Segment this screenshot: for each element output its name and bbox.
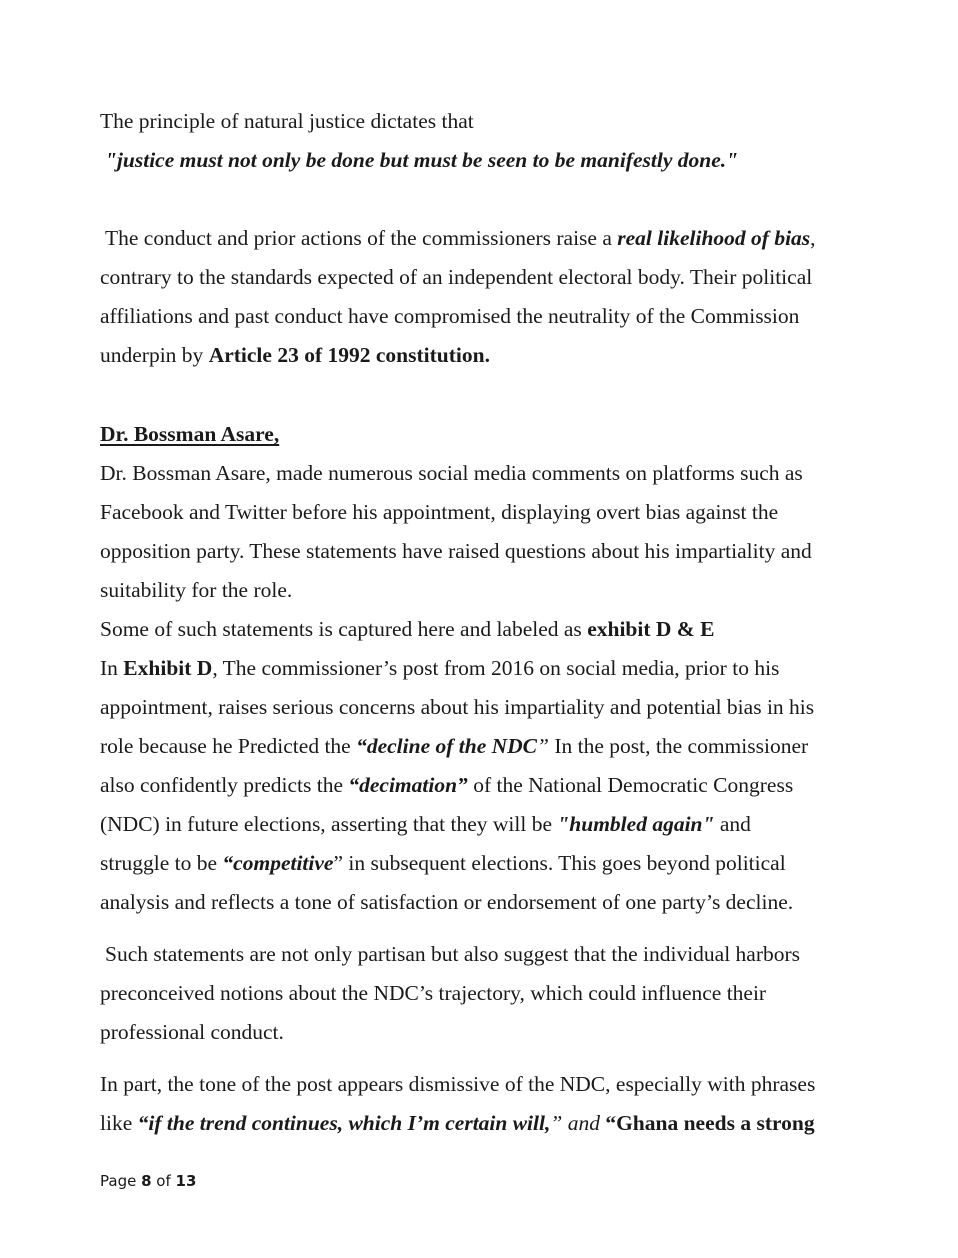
exhibit-d-label: Exhibit D <box>123 656 213 680</box>
conduct-text-c: , <box>810 226 816 250</box>
exhibit-d-text-c: , The commissioner’s post from 2016 on social media, prior to his <box>212 656 780 680</box>
exhibit-d-text-l2: appointment, raises serious concerns about his impartiality and potential bias in his <box>100 695 815 719</box>
exhibit-d-line-1 <box>100 658 779 680</box>
conduct-para-line-2 <box>100 267 812 289</box>
tone-line-1 <box>100 1074 815 1096</box>
decline-quote-close: ” <box>537 734 549 758</box>
section-heading <box>100 424 279 446</box>
decimation-quote: “decimation” <box>348 773 468 797</box>
exhibit-d-line-6 <box>100 853 786 875</box>
section-heading-text: Dr. Bossman Asare, <box>100 422 280 446</box>
conduct-para-line-1 <box>105 228 816 250</box>
exhibit-d-line-7 <box>100 892 793 914</box>
decline-quote: “decline of the NDC <box>356 734 538 758</box>
conduct-text-l4a: underpin by <box>100 343 209 367</box>
exhibit-d-text-l5a: (NDC) in future elections, asserting that they will be <box>100 812 558 836</box>
exhibit-d-text-l3d: In the post, the commissioner <box>549 734 809 758</box>
exhibit-d-text-l6a: struggle to be <box>100 851 223 875</box>
bio-para-line-4 <box>100 580 292 602</box>
page-label: Page <box>100 1172 142 1190</box>
total-pages: 13 <box>175 1172 197 1190</box>
bio-para-line-2 <box>100 502 778 524</box>
exhibit-d-text-a: In <box>100 656 124 680</box>
exhibit-d-text-l4a: also confidently predicts the <box>100 773 349 797</box>
partisan-line-2 <box>100 983 766 1005</box>
exhibit-d-text-l6c: ” in subsequent elections. This goes beyond political <box>333 851 786 875</box>
exhibit-d-line-2 <box>100 697 814 719</box>
conduct-para-line-4 <box>100 345 490 367</box>
exhibit-d-line-4 <box>100 775 793 797</box>
bio-para-line-3 <box>100 541 812 563</box>
humbled-quote: "humbled again" <box>557 812 715 836</box>
justice-quote-text: "justice must not only be done but must be seen to be manifestly done." <box>105 148 739 172</box>
conduct-para-line-3 <box>100 306 799 328</box>
exhibit-d-text-l5c: and <box>714 812 751 836</box>
of-label: of <box>151 1172 176 1190</box>
article-reference: Article 23 of 1992 constitution. <box>208 343 490 367</box>
bio-text-l4: suitability for the role. <box>100 578 293 602</box>
bio-para-line-1 <box>100 463 803 485</box>
partisan-text-l3: professional conduct. <box>100 1020 284 1044</box>
conduct-text-a: The conduct and prior actions of the commissioners raise a <box>105 226 618 250</box>
bio-text-l1: Dr. Bossman Asare, made numerous social media comments on platforms such as <box>100 461 803 485</box>
partisan-line-1 <box>105 944 800 966</box>
principle-intro-line <box>100 111 474 133</box>
exhibit-d-text-l4c: of the National Democratic Congress <box>467 773 794 797</box>
partisan-text-l1: Such statements are not only partisan but also suggest that the individual harbors <box>105 942 801 966</box>
partisan-line-3 <box>100 1022 284 1044</box>
exhibit-d-text-l3a: role because he Predicted the <box>100 734 357 758</box>
partisan-text-l2: preconceived notions about the NDC’s trajectory, which could influence their <box>100 981 767 1005</box>
tone-text-and: ” and <box>550 1111 606 1135</box>
trend-quote: “if the trend continues, which I’m certain will, <box>137 1111 551 1135</box>
conduct-text-l3: affiliations and past conduct have compromised the neutrality of the Commission <box>100 304 800 328</box>
ghana-quote: “Ghana needs a strong <box>605 1111 815 1135</box>
conduct-text-l2: contrary to the standards expected of an independent electoral body. Their political <box>100 265 813 289</box>
tone-text-l2a: like <box>100 1111 138 1135</box>
page-footer <box>100 1172 196 1190</box>
exhibit-d-line-5 <box>100 814 751 836</box>
competitive-quote: “competitive <box>222 851 334 875</box>
tone-text-l1: In part, the tone of the post appears dismissive of the NDC, especially with phrases <box>100 1072 816 1096</box>
exhibit-d-text-l7: analysis and reflects a tone of satisfaction or endorsement of one party’s decline. <box>100 890 794 914</box>
exhibits-line <box>100 619 714 641</box>
justice-quote-line <box>105 150 738 172</box>
bio-text-l3: opposition party. These statements have raised questions about his impartiality and <box>100 539 812 563</box>
tone-line-2 <box>100 1113 815 1135</box>
exhibit-d-line-3 <box>100 736 808 758</box>
exhibits-label: exhibit D & E <box>587 617 715 641</box>
page-number: 8 <box>141 1172 152 1190</box>
bias-emphasis: real likelihood of bias <box>617 226 811 250</box>
exhibits-text: Some of such statements is captured here and labeled as <box>100 617 588 641</box>
principle-intro-text: The principle of natural justice dictates that <box>100 109 474 133</box>
bio-text-l2: Facebook and Twitter before his appointment, displaying overt bias against the <box>100 500 779 524</box>
